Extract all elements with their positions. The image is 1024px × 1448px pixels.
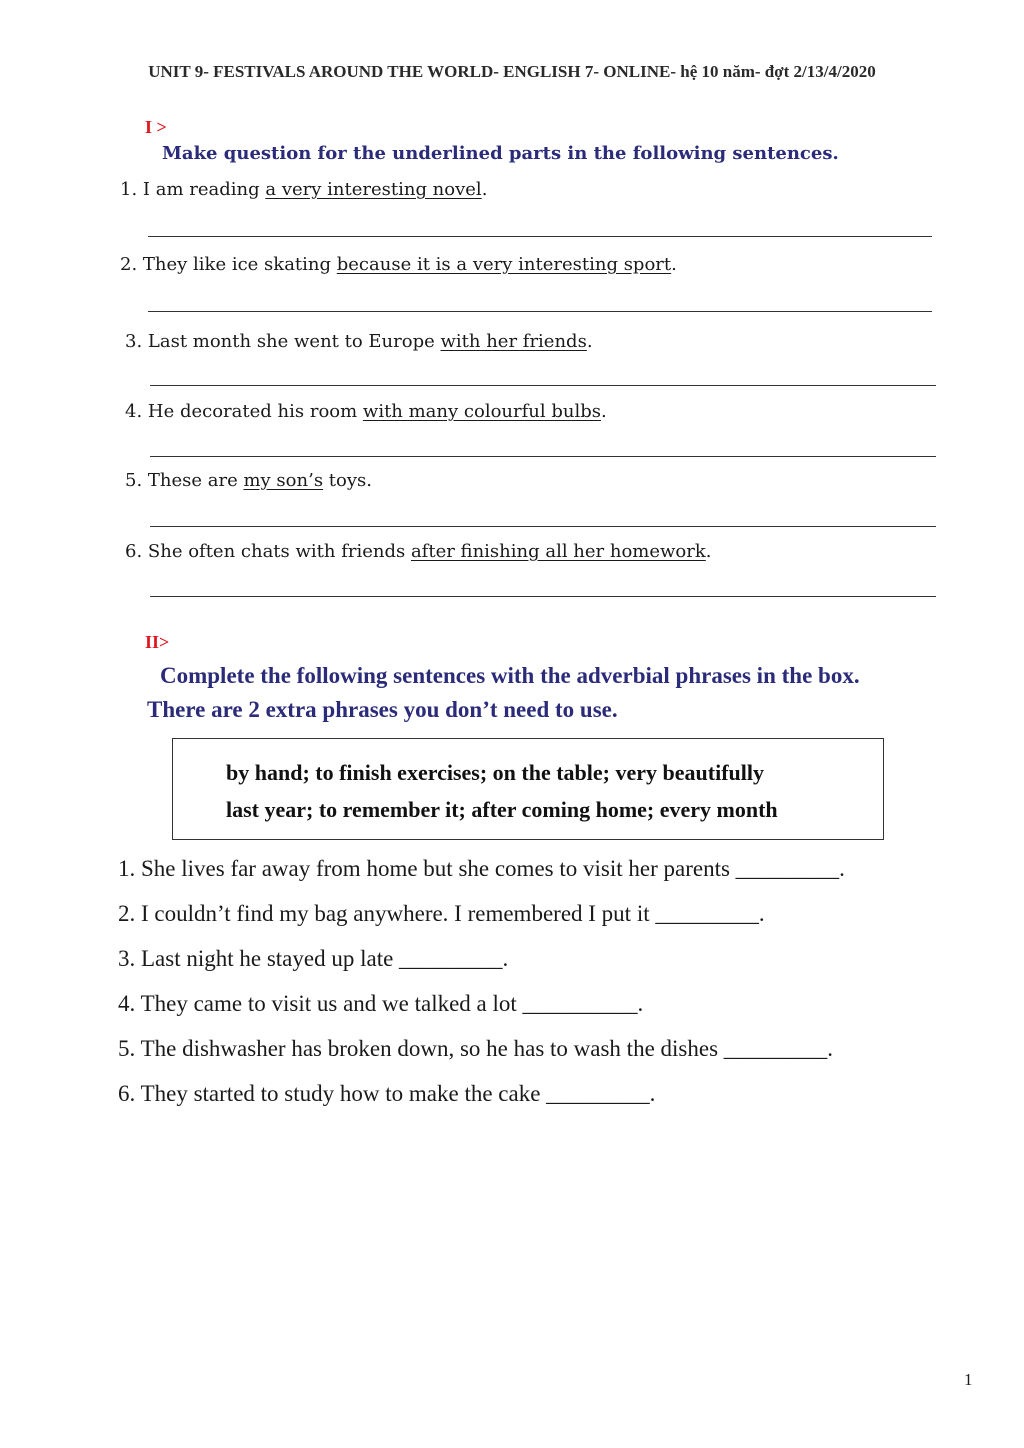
- answer-line-3[interactable]: [150, 385, 936, 386]
- completion-item-1: 1. She lives far away from home but she comes to visit her parents _________.: [118, 856, 845, 881]
- answer-line-5[interactable]: [150, 526, 936, 527]
- completion-item-6: 6. They started to study how to make the cake _________.: [118, 1081, 656, 1106]
- question-5: 5. These are my son’s toys.: [125, 470, 372, 491]
- question-2: 2. They like ice skating because it is a very interesting sport.: [120, 254, 677, 275]
- completion-item-5: 5. The dishwasher has broken down, so he has to wash the dishes _________.: [118, 1036, 834, 1061]
- answer-line-2[interactable]: [148, 311, 932, 312]
- question-3: 3. Last month she went to Europe with her friends.: [125, 331, 593, 352]
- page-number: 1: [964, 1370, 973, 1389]
- phrase-box: [172, 738, 884, 840]
- question-1: 1. I am reading a very interesting novel.: [120, 179, 488, 200]
- phrase-box-line-1: by hand; to finish exercises; on the table; very beautifully: [226, 760, 764, 785]
- question-6: 6. She often chats with friends after finishing all her homework.: [125, 541, 712, 562]
- section-1-label: I >: [145, 117, 167, 137]
- answer-line-4[interactable]: [150, 456, 936, 457]
- answer-line-6[interactable]: [150, 596, 936, 597]
- completion-item-2: 2. I couldn’t find my bag anywhere. I remembered I put it _________.: [118, 901, 765, 926]
- section-2-instruction-line-2: There are 2 extra phrases you don’t need to use.: [147, 697, 618, 722]
- section-1-instruction: Make question for the underlined parts in the following sentences.: [162, 143, 839, 164]
- section-2-instruction-line-1: Complete the following sentences with the adverbial phrases in the box.: [160, 663, 860, 688]
- question-4: 4. He decorated his room with many colourful bulbs.: [125, 401, 607, 422]
- completion-item-4: 4. They came to visit us and we talked a lot __________.: [118, 991, 644, 1016]
- phrase-box-line-2: last year; to remember it; after coming home; every month: [226, 797, 778, 822]
- answer-line-1[interactable]: [148, 236, 932, 237]
- document-header: UNIT 9- FESTIVALS AROUND THE WORLD- ENGLISH 7- ONLINE- hệ 10 năm- đợt 2/13/4/2020: [148, 62, 876, 81]
- completion-item-3: 3. Last night he stayed up late _________.: [118, 946, 509, 971]
- section-2-label: II>: [145, 632, 170, 652]
